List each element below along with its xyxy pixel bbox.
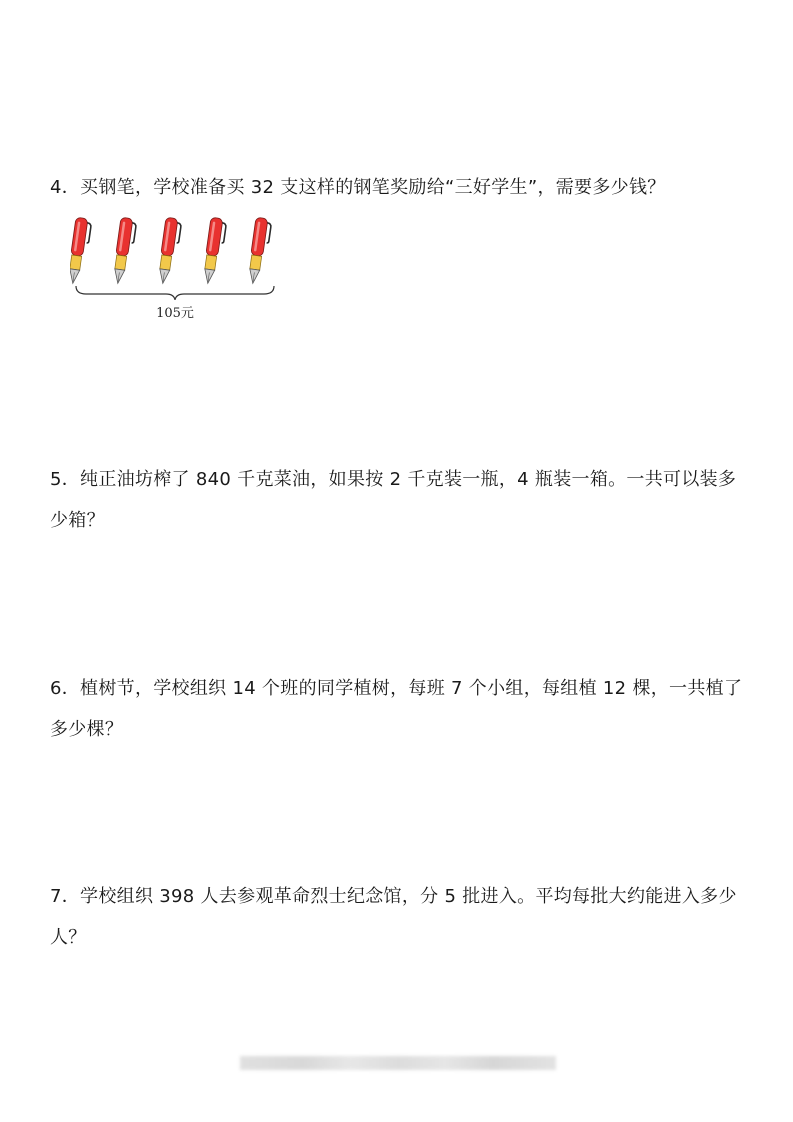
price-label: 105元 (156, 306, 194, 321)
pen-icon (202, 217, 227, 285)
pen-icon (247, 217, 272, 285)
pen-icon (157, 217, 182, 285)
question-7: 7．学校组织 398 人去参观革命烈士纪念馆，分 5 批进入。平均每批大约能进入多少人？ (50, 886, 737, 948)
blurred-watermark (240, 1056, 556, 1070)
pens-illustration (70, 216, 280, 326)
question-4: 4．买钢笔，学校准备买 32 支这样的钢笔奖励给“三好学生”，需要多少钱？ (50, 177, 666, 198)
pen-icon (70, 217, 92, 285)
question-5: 5．纯正油坊榨了 840 千克菜油，如果按 2 千克装一瓶，4 瓶装一箱。一共可以装多少箱？ (50, 469, 737, 531)
curly-brace (76, 286, 274, 300)
pens-figure (70, 216, 280, 300)
pen-icon (112, 217, 137, 285)
question-6: 6．植树节，学校组织 14 个班的同学植树，每班 7 个小组，每组植 12 棵，一共植了多少棵？ (50, 678, 743, 740)
